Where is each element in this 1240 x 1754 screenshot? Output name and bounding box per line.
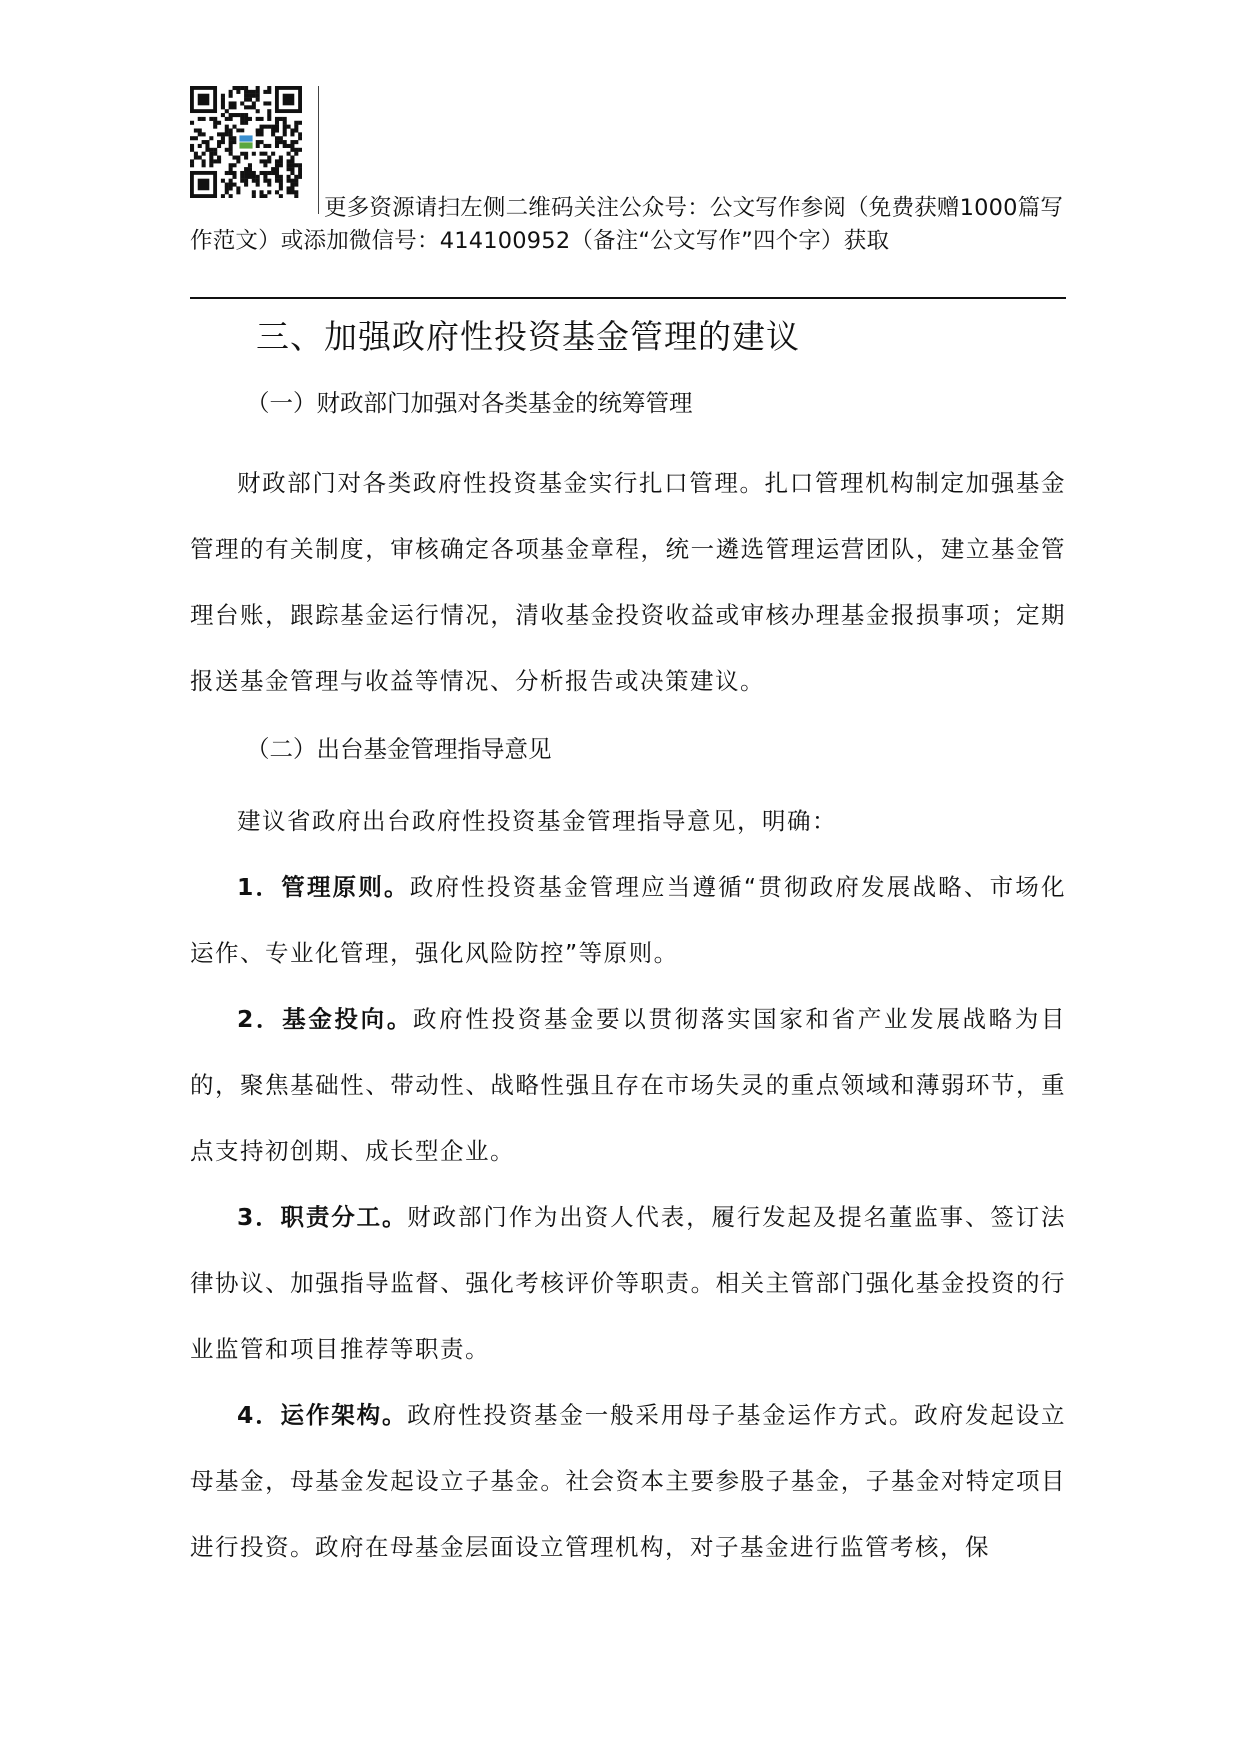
paragraph: 财政部门对各类政府性投资基金实行扎口管理。扎口管理机构制定加强基金管理的有关制度，审核确定各项基金章程，统一遴选管理运营团队，建立基金管理台账，跟踪基金运行情况，清收基金投资收益或审核办理基金报损事项；定期报送基金管理与收益等情况、分析报告或决策建议。 bbox=[190, 469, 1066, 695]
qr-code-icon bbox=[190, 86, 302, 198]
list-item-text: 政府性投资基金管理应当遵循“贯彻政府发展战略、市场化运作、专业化管理，强化风险防控”等原则。 bbox=[190, 873, 1066, 967]
list-item-3 bbox=[190, 1184, 1066, 1382]
list-item-text: 政府性投资基金一般采用母子基金运作方式。政府发起设立母基金，母基金发起设立子基金。社会资本主要参股子基金，子基金对特定项目进行投资。政府在母基金层面设立管理机构，对子基金进行监管考核，保 bbox=[190, 1401, 1066, 1561]
subsection-heading-2: （二）出台基金管理指导意见 bbox=[246, 735, 552, 763]
list-item-text: 财政部门作为出资人代表，履行发起及提名董监事、签订法律协议、加强指导监督、强化考核评价等职责。相关主管部门强化基金投资的行业监管和项目推荐等职责。 bbox=[190, 1203, 1066, 1363]
list-item-1 bbox=[190, 854, 1066, 986]
list-item-text: 政府性投资基金要以贯彻落实国家和省产业发展战略为目的，聚焦基础性、带动性、战略性强且存在市场失灵的重点领域和薄弱环节，重点支持初创期、成长型企业。 bbox=[190, 1005, 1066, 1165]
list-item-2 bbox=[190, 986, 1066, 1184]
paragraph-intro: 建议省政府出台政府性投资基金管理指导意见，明确： bbox=[237, 807, 837, 835]
header-rule bbox=[190, 297, 1066, 299]
section-title: 三、加强政府性投资基金管理的建议 bbox=[256, 317, 800, 356]
list-item-lead: 2．基金投向。 bbox=[237, 1005, 414, 1033]
subsection-heading-1: （一）财政部门加强对各类基金的统筹管理 bbox=[246, 389, 693, 417]
list-item-lead: 1．管理原则。 bbox=[237, 873, 410, 901]
list-item-lead: 4．运作架构。 bbox=[237, 1401, 408, 1429]
list-item-lead: 3．职责分工。 bbox=[237, 1203, 408, 1231]
header-note: 更多资源请扫左侧二维码关注公众号：公文写作参阅（免费获赠1000篇写作范文）或添加微信号：414100952（备注“公文写作”四个字）获取 bbox=[190, 195, 1064, 254]
document-body bbox=[190, 312, 1066, 1580]
list-item-4 bbox=[190, 1382, 1066, 1580]
